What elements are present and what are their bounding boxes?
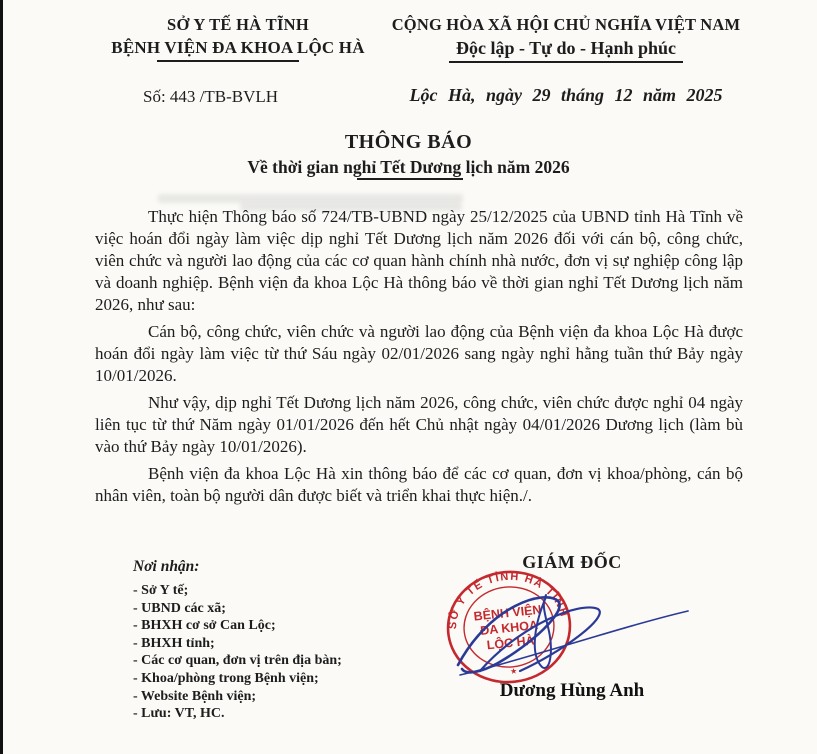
recipient-item: - Sở Y tế; xyxy=(133,583,189,598)
recipient-item: - BHXH tỉnh; xyxy=(133,635,215,651)
body-paragraph: Cán bộ, công chức, viên chức và người lao động của Bệnh viện đa khoa Lộc Hà được hoán đổi ngày làm việc từ thứ Sáu ngày 02/01/2026 sang ngày nghỉ hằng tuần thứ Bảy ngày 10/01/2026. xyxy=(95,322,743,385)
header-national-motto xyxy=(386,15,746,63)
document-number: Số: 443 /TB-BVLH xyxy=(143,87,279,106)
motto-underline xyxy=(449,61,683,63)
recipient-item: - Website Bệnh viện; xyxy=(133,688,257,704)
recipient-item: - Lưu: VT, HC. xyxy=(133,706,225,722)
document-body xyxy=(95,206,743,512)
title-separator-rule xyxy=(357,178,463,180)
recipient-item: - Các cơ quan, đơn vị trên địa bàn; xyxy=(133,653,342,669)
recipients-block xyxy=(133,558,342,723)
stamp-center-line2: ĐA KHOA xyxy=(479,618,539,638)
document-title xyxy=(0,131,817,178)
national-motto: Độc lập - Tự do - Hạnh phúc xyxy=(455,38,677,58)
signer-position-title: GIÁM ĐỐC xyxy=(522,552,622,572)
signer-name: Dương Hùng Anh xyxy=(499,680,645,701)
national-title: CỘNG HÒA XÃ HỘI CHỦ NGHĨA VIỆT NAM xyxy=(391,15,741,34)
recipient-item: - BHXH cơ sở Can Lộc; xyxy=(133,618,276,634)
body-paragraph: Thực hiện Thông báo số 724/TB-UBND ngày 25/12/2025 của UBND tỉnh Hà Tĩnh về việc hoán đổi ngày làm việc dịp nghỉ Tết Dương lịch năm 2026 đối với cán bộ, công chức, viên chức và người lao động của các cơ quan hành chính nhà nước, đơn vị sự nghiệp công lập và doanh nghiệp. Bệnh viện đa khoa Lộc Hà thông báo về thời gian nghỉ Tết Dương lịch năm 2026, như sau: xyxy=(95,207,743,314)
stamp-center-line3: LỘC HÀ xyxy=(486,633,536,653)
place-and-date: Lộc Hà, ngày 29 tháng 12 năm 2025 xyxy=(409,85,723,105)
body-paragraph: Bệnh viện đa khoa Lộc Hà xin thông báo để các cơ quan, đơn vị khoa/phòng, cán bộ nhân viên, toàn bộ người dân được biết và triển khai thực hiện./. xyxy=(95,464,743,505)
title-main: THÔNG BÁO xyxy=(344,131,473,153)
recipient-item: - UBND các xã; xyxy=(133,600,226,616)
body-paragraph: Như vậy, dịp nghỉ Tết Dương lịch năm 2026, công chức, viên chức được nghỉ 04 ngày liên tục từ thứ Năm ngày 01/01/2026 đến hết Chủ nhật ngày 04/01/2026 Dương lịch (làm bù vào thứ Bảy ngày 10/01/2026). xyxy=(95,393,743,456)
recipients-label: Nơi nhận: xyxy=(133,558,200,575)
title-subject: Về thời gian nghỉ Tết Dương lịch năm 2026 xyxy=(247,157,570,177)
stamp-star: ★ xyxy=(509,666,518,677)
signature-ink-graphic xyxy=(450,575,700,685)
stamp-ring-text: SỞ Y TẾ TỈNH HÀ TĨNH xyxy=(446,570,571,630)
agency-name: BỆNH VIỆN ĐA KHOA LỘC HÀ xyxy=(111,38,365,57)
scan-artifact-left-edge xyxy=(0,0,3,754)
agency-parent-name: SỞ Y TẾ HÀ TĨNH xyxy=(166,15,310,34)
scan-bleedthrough-smudge xyxy=(158,194,463,203)
header-issuing-agency xyxy=(38,15,438,62)
stamp-center-line1: BỆNH VIỆN xyxy=(472,602,543,624)
recipient-item: - Khoa/phòng trong Bệnh viện; xyxy=(133,670,319,686)
agency-name-underline xyxy=(157,60,299,62)
handwritten-signature xyxy=(450,575,700,685)
